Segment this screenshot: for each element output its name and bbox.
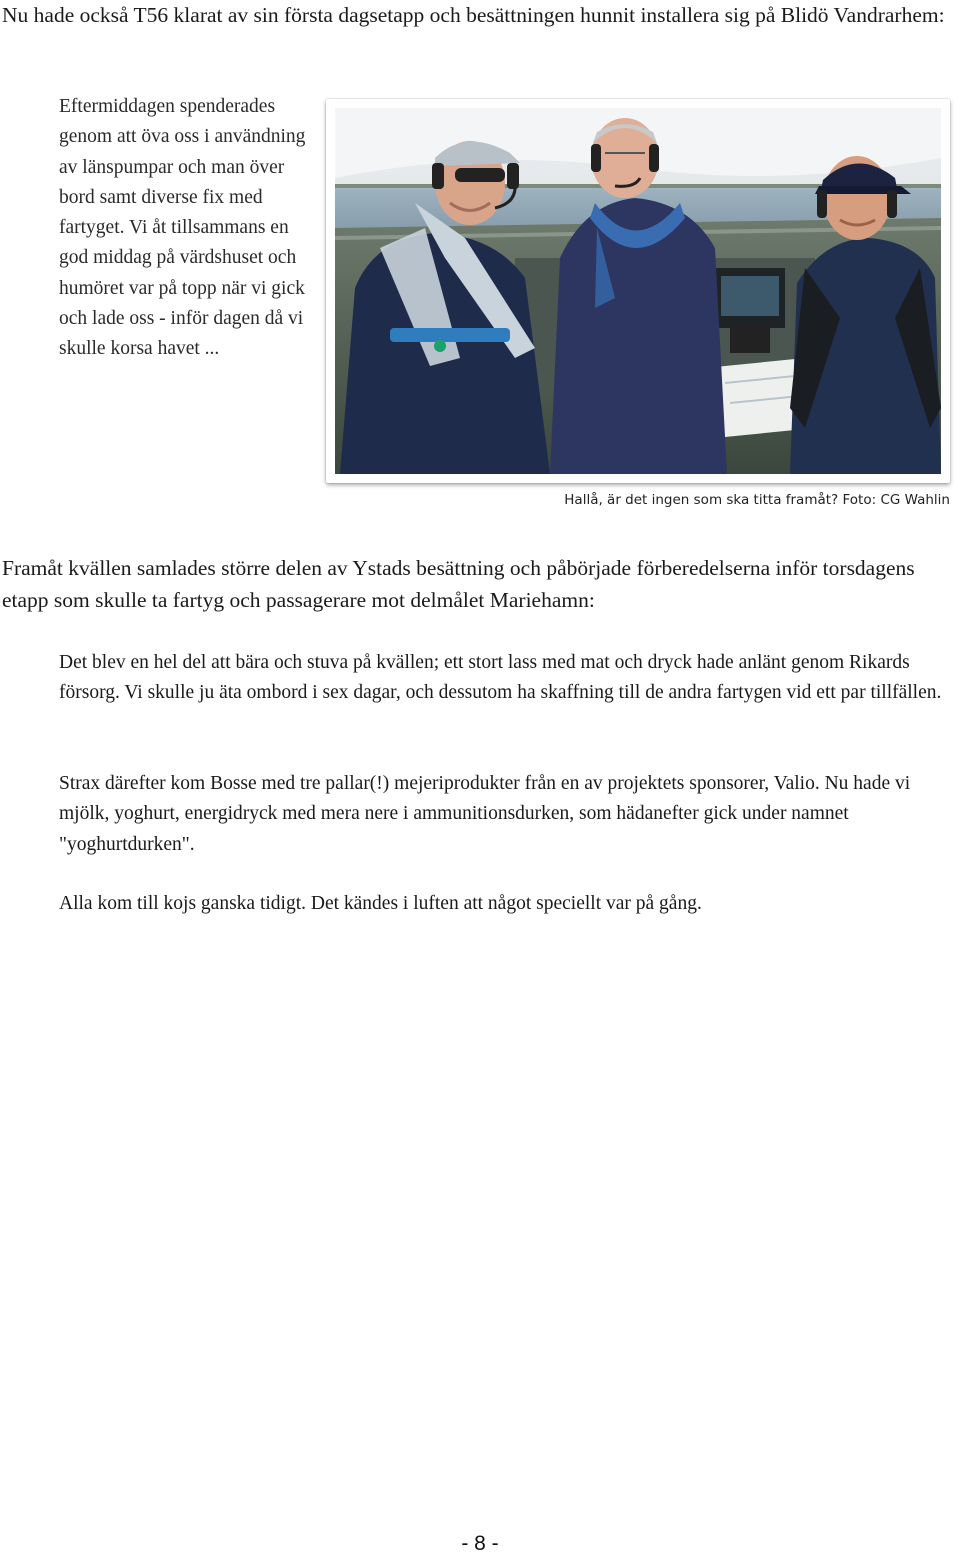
- photo-caption: Hallå, är det ingen som ska titta framåt? Foto: CG Wahlin: [564, 492, 950, 508]
- page-number: - 8 -: [461, 1532, 499, 1555]
- lead-paragraph: Framåt kvällen samlades större delen av Ystads besättning och påbörjade förberedelserna inför torsdagens etapp som skulle ta fartyg och passagerare mot delmålet Mariehamn:: [2, 556, 915, 612]
- paragraph-bedtime: Alla kom till kojs ganska tidigt. Det kändes i luften att något speciellt var på gång.: [59, 893, 702, 914]
- photo-frame: [326, 99, 950, 483]
- paragraph-provisions: Det blev en hel del att bära och stuva på kvällen; ett stort lass med mat och dryck hade anlänt genom Rikards försorg. Vi skulle ju äta ombord i sex dagar, och dessutom ha skaffning till de andra fartygen vid ett par tillfällen.: [59, 652, 942, 704]
- intro-paragraph: Nu hade också T56 klarat av sin första dagsetapp och besättningen hunnit installera sig på Blidö Vandrarhem:: [2, 3, 945, 27]
- crew-photo: [335, 108, 941, 474]
- photo-side-text: Eftermiddagen spenderades genom att öva oss i användning av länspumpar och man över bord samt diverse fix med fartyget. Vi åt tillsammans en god middag på värdshuset och humöret var på topp när vi gick och lade oss - inför dagen då vi skulle korsa havet ...: [59, 96, 306, 360]
- paragraph-dairy: Strax därefter kom Bosse med tre pallar(!) mejeriprodukter från en av projektets sponsorer, Valio. Nu hade vi mjölk, yoghurt, energidryck med mera nere i ammunitionsdurken, som hädanefter gick under namnet "yoghurtdurken".: [59, 773, 911, 855]
